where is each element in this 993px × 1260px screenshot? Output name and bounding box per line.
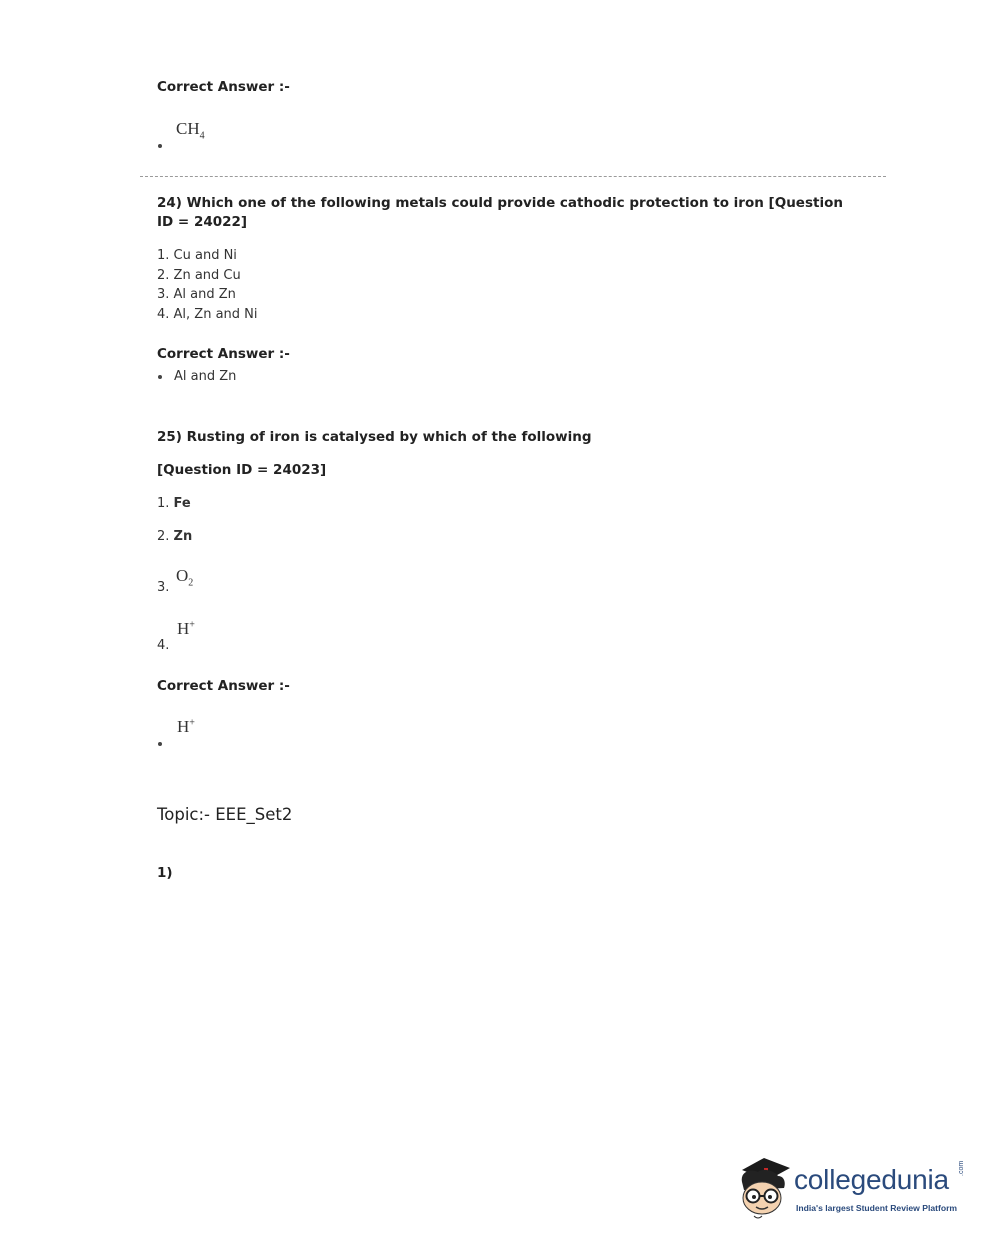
question-24-answer-bullet [158, 375, 162, 379]
prev-answer-bullet [158, 144, 162, 148]
question-separator [140, 176, 886, 177]
collegedunia-logo [734, 1152, 964, 1222]
prev-answer-formula-main: CH [176, 119, 200, 138]
question-25-text: 25) Rusting of iron is catalysed by which of the following [157, 429, 592, 445]
question-24-option-3: 3. Al and Zn [157, 287, 236, 302]
question-25-option-3-formula-sub: 2 [188, 577, 194, 589]
logo-domain-suffix: .com [958, 1160, 965, 1176]
question-25-option-3-formula [176, 566, 193, 588]
prev-answer-formula-sub: 4 [199, 130, 205, 142]
question-25-option-2 [157, 527, 192, 547]
question-24-answer: Al and Zn [174, 369, 237, 384]
logo-wordmark: collegedunia [794, 1164, 949, 1195]
prev-correct-answer-label: Correct Answer :- [157, 79, 290, 95]
question-25-option-1-value: Fe [173, 496, 191, 511]
question-24-text: 24) Which one of the following metals could provide cathodic protection to iron [Question ID = 24022] [157, 195, 843, 230]
question-24-option-2: 2. Zn and Cu [157, 267, 241, 283]
question-25-option-4-number: 4. [157, 638, 170, 653]
mascot-icon [734, 1152, 796, 1222]
question-25-option-2-number: 2. [157, 529, 170, 544]
topic-heading: Topic:- EEE_Set2 [157, 805, 293, 824]
question-24-option-1: 1. Cu and Ni [157, 248, 237, 263]
question-25-option-1-number: 1. [157, 496, 170, 511]
question-24-options [157, 246, 258, 324]
question-24-correct-answer-label: Correct Answer :- [157, 346, 290, 362]
question-25-answer-formula-sup: + [189, 717, 195, 729]
question-25-option-4-formula-main: H [177, 619, 190, 638]
question-25-correct-answer-label: Correct Answer :- [157, 678, 290, 694]
prev-answer-formula [176, 119, 205, 141]
question-25-answer-formula [177, 717, 195, 737]
question-25-option-3-number: 3. [157, 580, 170, 595]
question-24-option-4: 4. Al, Zn and Ni [157, 306, 258, 322]
question-25-option-3-formula-main: O [176, 566, 189, 585]
question-25-option-4-formula [177, 619, 195, 639]
logo-tagline: India's largest Student Review Platform [796, 1203, 958, 1213]
question-25-option-4-formula-sup: + [189, 619, 195, 631]
question-25-option-2-value: Zn [173, 529, 193, 544]
question-25-answer-formula-main: H [177, 717, 190, 736]
next-question-number: 1) [157, 865, 173, 881]
question-25-answer-bullet [158, 742, 162, 746]
question-25-id: [Question ID = 24023] [157, 462, 327, 478]
question-25-option-1 [157, 494, 191, 514]
